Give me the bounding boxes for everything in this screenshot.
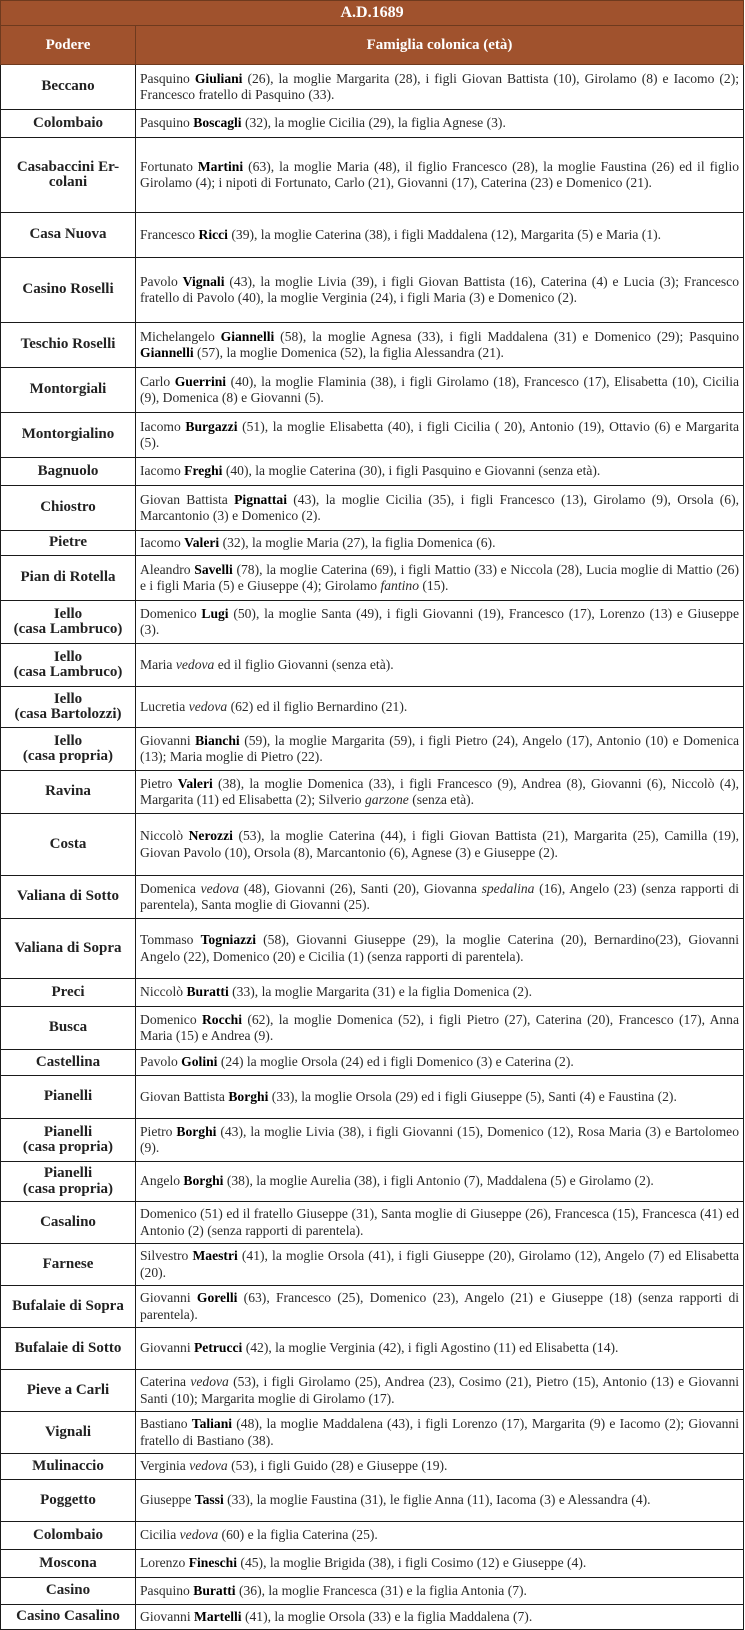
podere-cell xyxy=(1,687,136,728)
family-text: (62), la moglie Domenica (52), i figli Pietro (27), Caterina (20), Francesco (17), Anna Maria (15) e Andrea (9). xyxy=(140,1011,740,1043)
podere-cell xyxy=(1,814,136,876)
family-text: (36), la moglie Francesca (31) e la figlia Antonia (7). xyxy=(235,1582,527,1598)
family-text: (43), la moglie Cicilia (35), i figli Francesco (13), Girolamo (9), Orsola (6), Marcantonio (3) e Domenico (2). xyxy=(140,491,740,523)
family-text: (42), la moglie Verginia (42), i figli Agostino (11) ed Elisabetta (14). xyxy=(242,1340,619,1356)
podere-name: (casa Lambruco) xyxy=(13,621,123,637)
table-row xyxy=(1,814,744,876)
podere-name: Iello xyxy=(53,690,83,707)
podere-name: Pianelli xyxy=(43,1123,93,1140)
famiglia-cell xyxy=(136,876,744,919)
table-row xyxy=(1,368,744,413)
surname: Rocchi xyxy=(201,1011,242,1027)
podere-cell xyxy=(1,1454,136,1480)
famiglia-cell xyxy=(136,1119,744,1162)
podere-cell xyxy=(1,1412,136,1454)
family-text: (32), la moglie Maria (27), la figlia Domenica (6). xyxy=(219,534,496,550)
table-row xyxy=(1,323,744,368)
podere-cell xyxy=(1,644,136,687)
family-text: (53), i figli Girolamo (25), Andrea (23), Cosimo (21), Pietro (15), Antonio (13) e Giovanni Santi (10); Margarita moglie di Girolamo (17). xyxy=(140,1374,740,1406)
podere-name: Casino Roselli xyxy=(22,281,114,298)
famiglia-cell xyxy=(136,1076,744,1119)
famiglia-cell xyxy=(136,728,744,771)
table-title: A.D.1689 xyxy=(1,1,744,26)
family-text: (43), la moglie Livia (39), i figli Giovan Battista (16), Caterina (4) e Lucia (3); Francesco fratello di Pavolo (40), la moglie Verginia (24), i figli Maria (3) e Domenico (2). xyxy=(140,273,739,305)
family-text: (33), la moglie Orsola (29) ed i figli Giuseppe (5), Santi (4) e Faustina (2). xyxy=(268,1088,677,1104)
family-text: Giovanni xyxy=(140,1608,194,1624)
podere-cell xyxy=(1,1076,136,1119)
podere-name: (casa propria) xyxy=(22,748,114,764)
podere-cell xyxy=(1,771,136,814)
podere-cell xyxy=(1,1480,136,1522)
table-row xyxy=(1,1244,744,1286)
podere-cell xyxy=(1,65,136,110)
podere-cell xyxy=(1,556,136,601)
family-text: Pietro xyxy=(140,775,178,791)
family-text: (38), la moglie Domenica (33), i figli Francesco (9), Andrea (8), Giovanni (6), Niccolò (4), Margarita (11) ed Elisabetta (2); Silverio xyxy=(140,775,740,807)
family-text: Iacomo xyxy=(140,534,185,550)
famiglia-cell xyxy=(136,1605,744,1630)
podere-name: Pieve a Carli xyxy=(26,1381,110,1398)
famiglia-cell xyxy=(136,65,744,110)
family-text: Carlo xyxy=(140,373,175,389)
family-text: (24) la moglie Orsola (24) ed i figli Domenico (3) e Caterina (2). xyxy=(217,1054,574,1070)
surname: Martini xyxy=(197,158,244,174)
family-text: Bastiano xyxy=(140,1416,192,1431)
status-note: vedova xyxy=(189,1458,228,1474)
surname: Buratti xyxy=(186,984,229,1000)
podere-cell xyxy=(1,1286,136,1328)
famiglia-cell xyxy=(136,687,744,728)
family-text: (38), la moglie Aurelia (38), i figli Antonio (7), Maddalena (5) e Girolamo (2). xyxy=(223,1173,654,1189)
table-row xyxy=(1,110,744,138)
famiglia-cell xyxy=(136,556,744,601)
podere-cell xyxy=(1,1007,136,1050)
table-row xyxy=(1,1578,744,1605)
family-text: (40), la moglie Flaminia (38), i figli Girolamo (18), Francesco (17), Elisabetta (10), Cicilia (9), Domenica (8) e Giovanni (5). xyxy=(140,373,740,405)
podere-name: Colombaio xyxy=(32,1526,103,1543)
podere-cell xyxy=(1,258,136,323)
famiglia-cell xyxy=(136,1244,744,1286)
famiglia-cell xyxy=(136,258,744,323)
podere-cell xyxy=(1,1578,136,1605)
table-row xyxy=(1,531,744,556)
famiglia-cell xyxy=(136,1480,744,1522)
podere-cell xyxy=(1,1050,136,1076)
podere-cell xyxy=(1,1162,136,1202)
podere-cell xyxy=(1,1550,136,1578)
podere-cell xyxy=(1,1370,136,1412)
surname: Giuliani xyxy=(194,70,243,86)
famiglia-cell xyxy=(136,1522,744,1550)
family-text: (63), Francesco (25), Domenico (23), Angelo (21) e Giuseppe (18) (senza rapporti di parentela). xyxy=(140,1290,740,1322)
podere-cell xyxy=(1,458,136,486)
famiglia-cell xyxy=(136,531,744,556)
table-row xyxy=(1,413,744,458)
podere-name: Beccano xyxy=(41,78,95,95)
family-text: Angelo xyxy=(140,1173,184,1189)
famiglia-cell xyxy=(136,1370,744,1412)
family-text: Francesco xyxy=(140,226,199,242)
podere-name: Pianelli xyxy=(43,1165,93,1181)
podere-name: Casino Casalino xyxy=(16,1608,120,1625)
table-row xyxy=(1,458,744,486)
surname: Tassi xyxy=(194,1492,224,1508)
podere-name: Ravina xyxy=(45,783,91,800)
famiglia-cell xyxy=(136,413,744,458)
famiglia-cell xyxy=(136,919,744,979)
status-note: vedova xyxy=(190,1374,229,1389)
podere-name: Bagnuolo xyxy=(37,462,99,479)
podere-name: Busca xyxy=(48,1019,88,1036)
surname: Pignattai xyxy=(234,491,287,507)
surname: Lugi xyxy=(201,605,229,621)
surname: Valeri xyxy=(184,534,220,550)
family-text: (senza età). xyxy=(408,792,475,807)
podere-cell xyxy=(1,110,136,138)
table-body xyxy=(1,65,744,1630)
family-text: Domenico xyxy=(140,1011,202,1027)
podere-cell xyxy=(1,138,136,213)
podere-name: colani xyxy=(48,174,88,190)
podere-name: (casa Lambruco) xyxy=(13,664,123,680)
surname: Petrucci xyxy=(194,1340,243,1356)
famiglia-cell xyxy=(136,1050,744,1076)
famiglia-cell xyxy=(136,771,744,814)
family-text: Michelangelo xyxy=(140,328,221,344)
podere-name: (casa propria) xyxy=(22,1180,114,1197)
podere-cell xyxy=(1,876,136,919)
table-row xyxy=(1,644,744,687)
famiglia-cell xyxy=(136,1202,744,1244)
table-row xyxy=(1,728,744,771)
surname: Taliani xyxy=(191,1416,233,1431)
podere-name: Bufalaie di Sopra xyxy=(12,1297,124,1314)
podere-name: Casino xyxy=(45,1582,91,1599)
status-note: spedalina xyxy=(481,880,535,896)
famiglia-cell xyxy=(136,601,744,644)
famiglia-cell xyxy=(136,1162,744,1202)
family-text: Pasquino xyxy=(140,1582,194,1598)
podere-name: (casa propria) xyxy=(22,1139,114,1155)
family-text: Silvestro xyxy=(140,1248,193,1263)
podere-cell xyxy=(1,728,136,771)
family-text: Verginia xyxy=(140,1458,190,1474)
famiglia-cell xyxy=(136,213,744,258)
family-text: (32), la moglie Cicilia (29), la figlia Agnese (3). xyxy=(241,115,506,131)
podere-name: Casabaccini Er- xyxy=(16,158,120,175)
famiglia-cell xyxy=(136,138,744,213)
status-note: vedova xyxy=(188,698,228,714)
podere-name: Colombaio xyxy=(32,114,103,131)
surname: Fineschi xyxy=(188,1555,238,1571)
family-text: Pietro xyxy=(140,1123,177,1139)
famiglia-cell xyxy=(136,1412,744,1454)
podere-name: Castellina xyxy=(35,1053,101,1070)
surname: Buratti xyxy=(193,1582,236,1598)
podere-name: Casa Nuova xyxy=(29,226,107,243)
famiglia-cell xyxy=(136,486,744,531)
podere-name: Chiostro xyxy=(40,499,96,516)
podere-name: Pianelli xyxy=(43,1088,93,1105)
family-text: Lucretia xyxy=(140,698,189,714)
family-text: Pasquino xyxy=(140,115,194,131)
family-text: (62) ed il figlio Bernardino (21). xyxy=(227,698,408,714)
famiglia-cell xyxy=(136,644,744,687)
table-row xyxy=(1,1076,744,1119)
famiglia-cell xyxy=(136,1550,744,1578)
table-row xyxy=(1,687,744,728)
family-text: Niccolò xyxy=(140,984,187,1000)
table-row xyxy=(1,1202,744,1244)
surname: Golini xyxy=(181,1054,218,1070)
podere-name: Casalino xyxy=(40,1213,96,1230)
table-row xyxy=(1,1480,744,1522)
family-text: (50), la moglie Santa (49), i figli Giovanni (19), Francesco (17), Lorenzo (13) e Giuseppe (3). xyxy=(140,605,740,637)
surname: Ricci xyxy=(198,226,228,242)
status-note: garzone xyxy=(364,792,409,807)
podere-cell xyxy=(1,413,136,458)
table-row xyxy=(1,258,744,323)
surname: Togniazzi xyxy=(200,932,256,947)
podere-cell xyxy=(1,486,136,531)
table-row xyxy=(1,1050,744,1076)
table-row xyxy=(1,1412,744,1454)
family-text: (58), Giovanni Giuseppe (29), la moglie Caterina (20), Bernardino(23), Giovanni Angelo (22), Domenico (20) e Cicilia (1) (senza rapporti di parentela). xyxy=(140,932,739,964)
famiglia-cell xyxy=(136,110,744,138)
family-text: (33), la moglie Margarita (31) e la figlia Domenica (2). xyxy=(228,984,532,1000)
podere-name: Pian di Rotella xyxy=(20,569,116,586)
podere-name: (casa Bartolozzi) xyxy=(14,706,122,722)
family-text: Cicilia xyxy=(140,1527,180,1543)
family-text: (26), la moglie Margarita (28), i figli Giovan Battista (10), Girolamo (8) e Iacomo (2); Francesco fratello di Pasquino (33). xyxy=(140,70,740,102)
family-text: (57), la moglie Domenica (52), la figlia Alessandra (21). xyxy=(193,345,504,360)
family-text: (45), la moglie Brigida (38), i figli Cosimo (12) e Giuseppe (4). xyxy=(237,1555,587,1571)
podere-name: Iello xyxy=(53,648,83,665)
surname: Borghi xyxy=(228,1088,269,1104)
family-text: Domenica xyxy=(140,880,201,896)
family-text: (33), la moglie Faustina (31), le figlie Anna (11), Iacoma (3) e Alessandra (4). xyxy=(223,1492,651,1508)
table-row xyxy=(1,1454,744,1480)
famiglia-cell xyxy=(136,1454,744,1480)
table-row xyxy=(1,1286,744,1328)
header-row xyxy=(1,26,744,65)
surname: Borghi xyxy=(183,1173,224,1189)
podere-name: Valiana di Sotto xyxy=(17,888,119,905)
family-text: Iacomo xyxy=(140,418,186,434)
table-row xyxy=(1,65,744,110)
podere-cell xyxy=(1,1119,136,1162)
table-row xyxy=(1,1007,744,1050)
family-text: (78), la moglie Caterina (69), i figli Mattio (33) e Niccola (28), Lucia moglie di Mattio (26) e i figli Maria (5) e Giuseppe (4); Girolamo xyxy=(140,561,739,593)
family-text: Aleandro xyxy=(140,561,195,577)
family-text: Giuseppe xyxy=(140,1492,195,1508)
family-text: (39), la moglie Caterina (38), i figli Maddalena (12), Margarita (5) e Maria (1). xyxy=(227,226,662,242)
podere-cell xyxy=(1,368,136,413)
surname: Burgazzi xyxy=(185,418,238,434)
header-podere: Podere xyxy=(1,26,136,65)
famiglia-cell xyxy=(136,814,744,876)
surname: Giannelli xyxy=(220,328,275,344)
podere-name: Montorgiali xyxy=(29,381,107,398)
surname: Valeri xyxy=(177,775,213,791)
podere-name: Iello xyxy=(53,732,83,749)
table-row xyxy=(1,979,744,1007)
famiglia-cell xyxy=(136,1578,744,1605)
table-row xyxy=(1,1605,744,1630)
podere-name: Montorgialino xyxy=(21,426,115,443)
table-row xyxy=(1,486,744,531)
podere-cell xyxy=(1,323,136,368)
podere-name: Vignali xyxy=(44,1423,92,1440)
family-text: Domenico xyxy=(140,605,202,621)
surname: Bianchi xyxy=(195,732,240,748)
podere-name: Mulinaccio xyxy=(32,1457,104,1474)
family-text: Giovan Battista xyxy=(140,491,235,507)
family-text: Giovanni xyxy=(140,732,196,748)
famiglia-cell xyxy=(136,323,744,368)
family-text: Fortunato xyxy=(140,158,198,174)
family-text: (41), la moglie Orsola (41), i figli Giuseppe (20), Girolamo (12), Angelo (7) ed Elisabetta (20). xyxy=(140,1248,740,1280)
family-text: Giovan Battista xyxy=(140,1088,229,1104)
family-text: Pasquino xyxy=(140,70,195,86)
family-text: Maria xyxy=(140,656,176,672)
table-row xyxy=(1,213,744,258)
surname: Giannelli xyxy=(140,345,194,360)
family-text: (59), la moglie Margarita (59), i figli Pietro (24), Angelo (17), Antonio (10) e Domenica (13); Maria moglie di Pietro (22). xyxy=(140,732,740,764)
table-row xyxy=(1,1328,744,1370)
surname: Boscagli xyxy=(193,115,242,131)
status-note: vedova xyxy=(200,880,240,896)
famiglia-cell xyxy=(136,1007,744,1050)
family-text: Tommaso xyxy=(140,932,201,947)
famiglia-cell xyxy=(136,979,744,1007)
surname: Maestri xyxy=(192,1248,238,1263)
surname: Nerozzi xyxy=(188,828,233,843)
family-text: (43), la moglie Livia (38), i figli Giovanni (15), Domenico (12), Rosa Maria (3) e Bartolomeo (9). xyxy=(140,1123,740,1155)
status-note: vedova xyxy=(179,1527,219,1543)
table-row xyxy=(1,1550,744,1578)
surname: Vignali xyxy=(182,273,225,289)
family-text: Iacomo xyxy=(140,463,185,479)
podere-name: Poggetto xyxy=(40,1491,96,1508)
family-text: (51), la moglie Elisabetta (40), i figli Cicilia ( 20), Antonio (19), Ottavio (6) e Margarita (5). xyxy=(140,418,739,450)
family-text: (48), Giovanni (26), Santi (20), Giovanna xyxy=(239,880,482,896)
family-text: Domenico (51) ed il fratello Giuseppe (31), Santa moglie di Giuseppe (26), Francesca (15), Francesca (41) ed Antonio (2) (senza rapporti di parentela). xyxy=(140,1206,740,1238)
podere-cell xyxy=(1,1244,136,1286)
family-text: (60) e la figlia Caterina (25). xyxy=(218,1527,378,1543)
family-text: Pavolo xyxy=(140,273,183,289)
family-text: (41), la moglie Orsola (33) e la figlia Maddalena (7). xyxy=(241,1608,533,1624)
famiglia-cell xyxy=(136,1286,744,1328)
podere-name: Farnese xyxy=(42,1255,94,1272)
family-text: Caterina xyxy=(140,1374,191,1389)
podere-cell xyxy=(1,213,136,258)
family-text: (53), i figli Guido (28) e Giuseppe (19). xyxy=(227,1458,448,1474)
podere-cell xyxy=(1,979,136,1007)
famiglia-cell xyxy=(136,1328,744,1370)
table-row xyxy=(1,771,744,814)
family-text: (16), Angelo (23) (senza rapporti di parentela), Santa moglie di Giovanni (25). xyxy=(140,880,740,912)
podere-name: Costa xyxy=(49,835,87,852)
table-row xyxy=(1,138,744,213)
table-row xyxy=(1,876,744,919)
table-row xyxy=(1,1119,744,1162)
surname: Guerrini xyxy=(174,373,227,389)
podere-name: Valiana di Sopra xyxy=(14,939,122,956)
surname: Martelli xyxy=(194,1608,242,1624)
table-row xyxy=(1,919,744,979)
family-text: Niccolò xyxy=(140,828,189,843)
famiglia-cell xyxy=(136,458,744,486)
surname: Borghi xyxy=(176,1123,217,1139)
podere-cell xyxy=(1,1202,136,1244)
surname: Savelli xyxy=(194,561,233,577)
family-text: (58), la moglie Agnesa (33), i figli Maddalena (31) e Domenico (29); Pasquino xyxy=(274,328,740,344)
podere-cell xyxy=(1,1605,136,1630)
title-row xyxy=(1,1,744,26)
table-row xyxy=(1,1370,744,1412)
podere-name: Pietre xyxy=(48,534,88,551)
family-text: Pavolo xyxy=(140,1054,182,1070)
family-text: Lorenzo xyxy=(140,1555,189,1571)
header-famiglia: Famiglia colonica (età) xyxy=(136,26,744,65)
table-row xyxy=(1,601,744,644)
table-row xyxy=(1,556,744,601)
family-text: (53), la moglie Caterina (44), i figli Giovan Battista (21), Margarita (25), Camilla (19), Giovan Pavolo (10), Orsola (8), Marcantonio (6), Agnese (3) e Giuseppe (2). xyxy=(140,828,740,860)
podere-name: Iello xyxy=(53,605,83,622)
family-text: (15). xyxy=(419,578,449,593)
family-text: (40), la moglie Caterina (30), i figli Pasquino e Giovanni (senza età). xyxy=(222,463,601,479)
podere-cell xyxy=(1,919,136,979)
podere-cell xyxy=(1,1328,136,1370)
podere-cell xyxy=(1,1522,136,1550)
family-text: (63), la moglie Maria (48), il figlio Francesco (28), la moglie Faustina (26) ed il figlio Girolamo (4); i nipoti di Fortunato, Carlo (21), Giovanni (17), Caterina (23) e Domenico (21). xyxy=(140,158,740,190)
podere-cell xyxy=(1,601,136,644)
podere-name: Bufalaie di Sotto xyxy=(14,1339,122,1356)
table-row xyxy=(1,1162,744,1202)
podere-cell xyxy=(1,531,136,556)
podere-name: Moscona xyxy=(39,1554,97,1571)
table-row xyxy=(1,1522,744,1550)
podere-name: Preci xyxy=(51,983,85,1000)
family-text: ed il figlio Giovanni (senza età). xyxy=(214,656,394,672)
status-note: vedova xyxy=(175,656,215,672)
surname: Gorelli xyxy=(196,1290,238,1305)
surname: Freghi xyxy=(184,463,223,479)
family-text: (48), la moglie Maddalena (43), i figli Lorenzo (17), Margarita (9) e Iacomo (2); Giovanni fratello di Bastiano (38). xyxy=(140,1416,739,1448)
famiglia-cell xyxy=(136,368,744,413)
family-text: Giovanni xyxy=(140,1290,197,1305)
family-text: Giovanni xyxy=(140,1340,194,1356)
podere-name: Teschio Roselli xyxy=(20,336,116,353)
status-note: fantino xyxy=(380,578,419,593)
